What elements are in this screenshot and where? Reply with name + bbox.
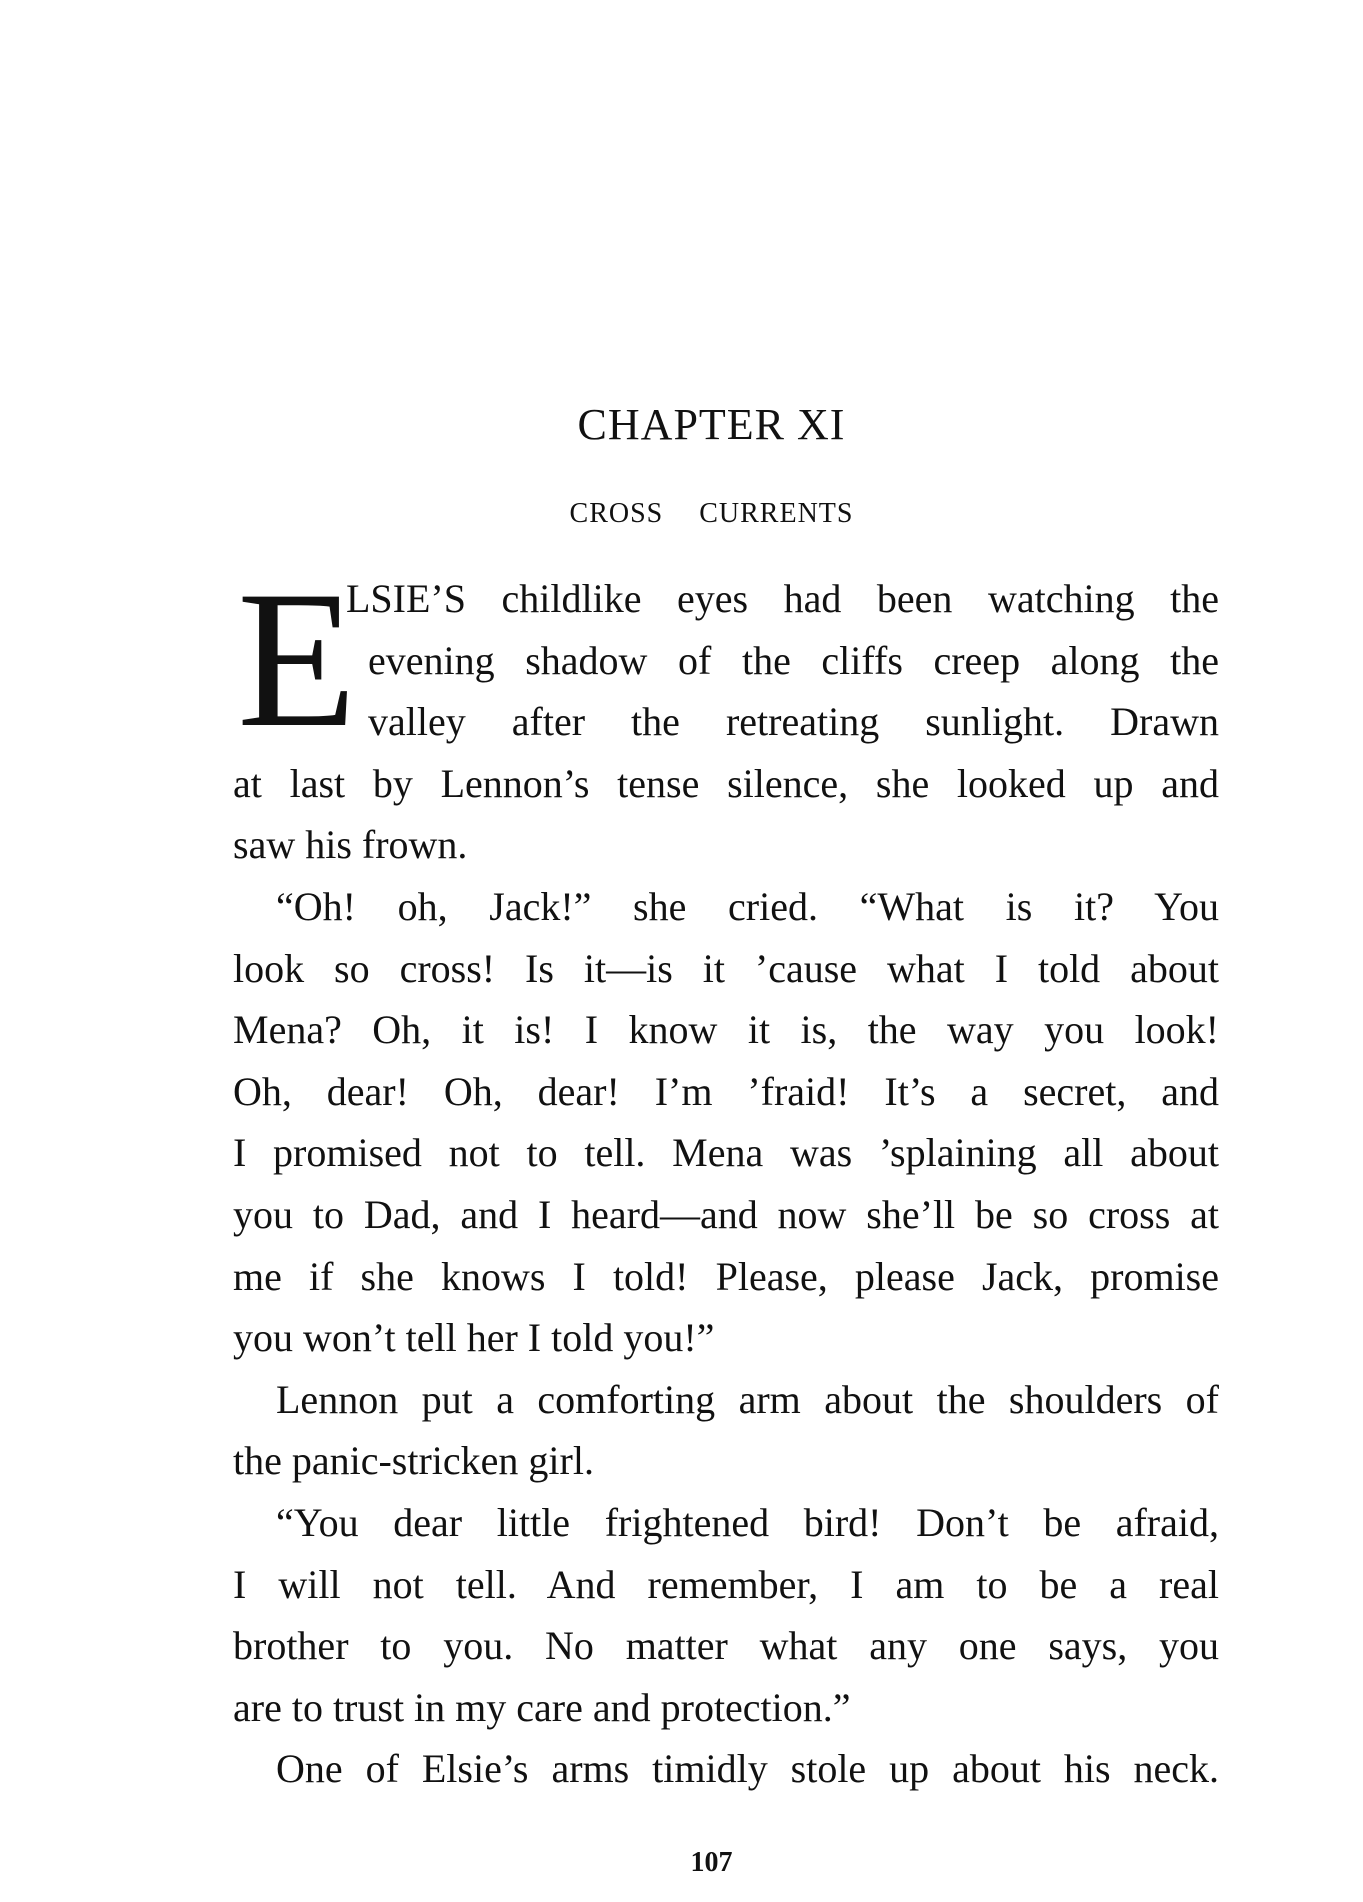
text-line: evening shadow of the cliffs creep along the <box>368 637 1219 683</box>
text-line: are to trust in my care and protection.” <box>233 1684 851 1730</box>
chapter-subtitle-word: CURRENTS <box>699 498 854 529</box>
text-line: One of Elsie’s arms timidly stole up about his neck. <box>276 1746 1219 1792</box>
text-line: I will not tell. And remember, I am to be a real <box>233 1561 1219 1607</box>
text-line: Mena? Oh, it is! I know it is, the way you look! <box>233 1007 1219 1053</box>
chapter-subtitle <box>0 497 1363 531</box>
text-line: I promised not to tell. Mena was ’splaining all about <box>233 1130 1219 1176</box>
body-text <box>233 551 1219 1800</box>
text-line: valley after the retreating sunlight. Drawn <box>368 699 1219 745</box>
text-line: LSIE’S childlike eyes had been watching the <box>346 576 1219 621</box>
text-line: you to Dad, and I heard—and now she’ll be so cross at <box>233 1191 1219 1237</box>
text-line: brother to you. No matter what any one says, you <box>233 1623 1219 1669</box>
text-line: saw his frown. <box>233 822 468 868</box>
paragraph <box>233 1738 1219 1800</box>
text-line: look so cross! Is it—is it ’cause what I told about <box>233 945 1219 991</box>
text-line: me if she knows I told! Please, please Jack, promise <box>233 1253 1219 1299</box>
text-line: the panic-stricken girl. <box>233 1438 594 1484</box>
paragraph <box>233 876 1219 1369</box>
page-number: 107 <box>690 1847 733 1878</box>
text-line: “You dear little frightened bird! Don’t be afraid, <box>276 1499 1219 1545</box>
paragraph <box>233 551 1219 876</box>
chapter-title: CHAPTER XI <box>577 400 846 449</box>
paragraph <box>233 1369 1219 1492</box>
chapter-subtitle-word: CROSS <box>569 498 664 529</box>
text-line: Lennon put a comforting arm about the shoulders of <box>276 1376 1219 1422</box>
paragraph <box>233 1492 1219 1738</box>
text-line: Oh, dear! Oh, dear! I’m ’fraid! It’s a secret, and <box>233 1068 1219 1114</box>
text-line: you won’t tell her I told you!” <box>233 1315 715 1361</box>
text-line: “Oh! oh, Jack!” she cried. “What is it? You <box>276 883 1219 929</box>
drop-cap: E <box>237 551 357 768</box>
text-line: at last by Lennon’s tense silence, she looked up and <box>233 760 1219 806</box>
